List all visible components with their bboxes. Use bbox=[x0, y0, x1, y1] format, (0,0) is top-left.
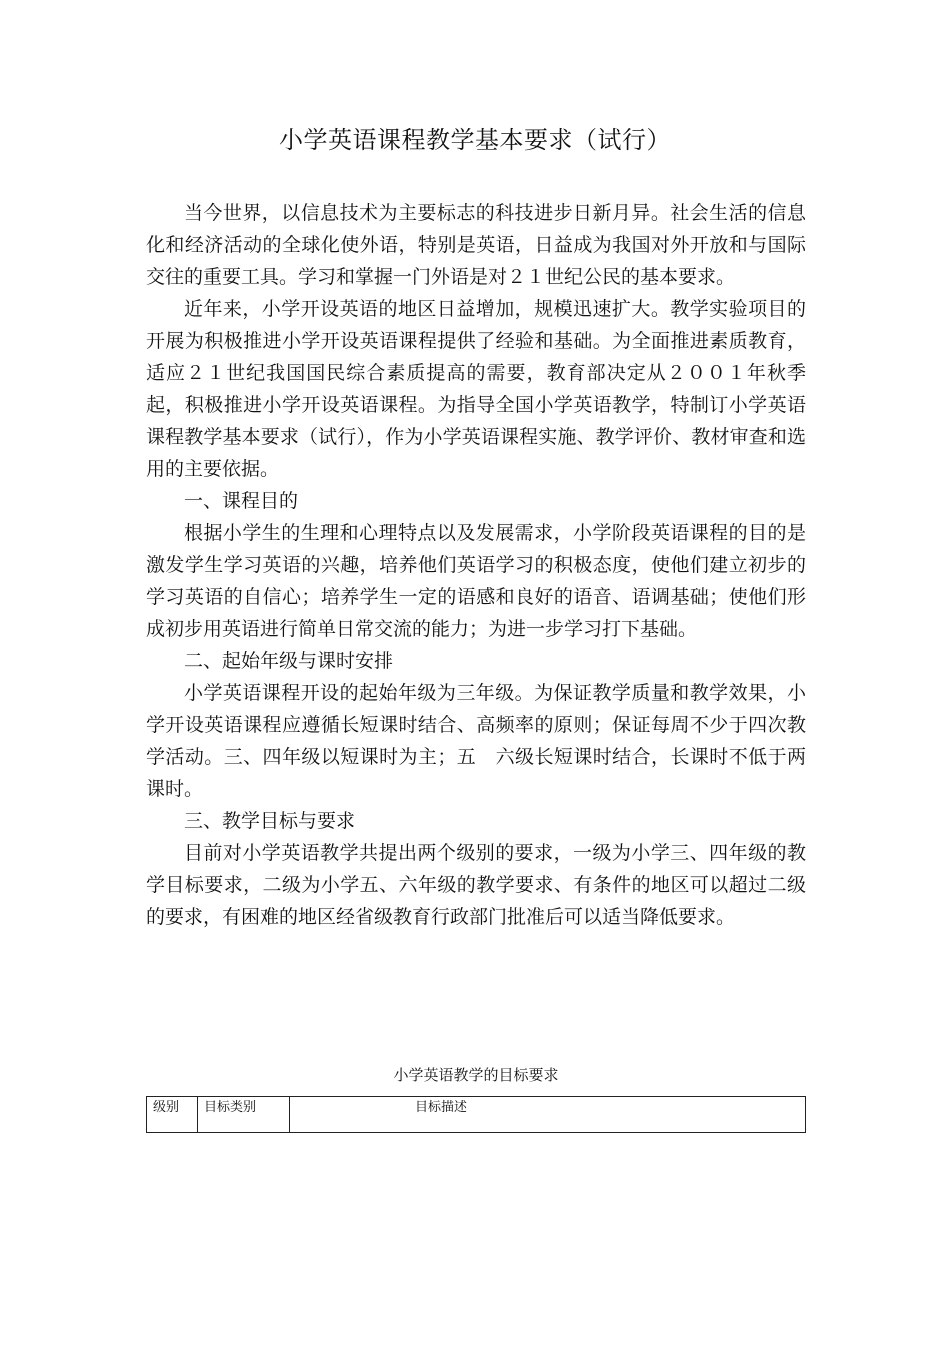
table-header-row bbox=[147, 1097, 806, 1133]
section-heading-goals: 三、教学目标与要求 bbox=[184, 810, 356, 832]
section-heading-purpose: 一、课程目的 bbox=[184, 490, 299, 512]
document-body bbox=[146, 197, 806, 933]
table-caption: 小学英语教学的目标要求 bbox=[393, 1066, 559, 1084]
paragraph-purpose: 根据小学生的生理和心理特点以及发展需求，小学阶段英语课程的目的是激发学生学习英语的兴趣，培养他们英语学习的积极态度，使他们建立初步的学习英语的自信心；培养学生一定的语感和良好的语音、语调基础；使他们形成初步用英语进行简单日常交流的能力；为进一步学习打下基础。 bbox=[146, 522, 806, 640]
document-title: 小学英语课程教学基本要求（试行） bbox=[279, 126, 671, 154]
paragraph-goals: 目前对小学英语教学共提出两个级别的要求，一级为小学三、四年级的教学目标要求，二级为小学五、六年级的教学要求、有条件的地区可以超过二级的要求，有困难的地区经省级教育行政部门批准后可以适当降低要求。 bbox=[146, 842, 806, 928]
header-level: 级别 bbox=[147, 1097, 198, 1133]
goal-table bbox=[146, 1096, 806, 1133]
paragraph-intro: 当今世界，以信息技术为主要标志的科技进步日新月异。社会生活的信息化和经济活动的全球化使外语，特别是英语，日益成为我国对外开放和与国际交往的重要工具。学习和掌握一门外语是对２１世纪公民的基本要求。 bbox=[146, 202, 806, 288]
header-goal-description: 目标描述 bbox=[290, 1097, 806, 1133]
paragraph-schedule: 小学英语课程开设的起始年级为三年级。为保证教学质量和教学效果，小学开设英语课程应遵循长短课时结合、高频率的原则；保证每周不少于四次教学活动。三、四年级以短课时为主；五 六级长短课时结合，长课时不低于两课时。 bbox=[146, 682, 806, 800]
section-heading-schedule: 二、起始年级与课时安排 bbox=[184, 650, 394, 672]
paragraph-background: 近年来，小学开设英语的地区日益增加，规模迅速扩大。教学实验项目的开展为积极推进小学开设英语课程提供了经验和基础。为全面推进素质教育，适应２１世纪我国国民综合素质提高的需要，教育部决定从２００１年秋季起，积极推进小学开设英语课程。为指导全国小学英语教学，特制订小学英语课程教学基本要求（试行），作为小学英语课程实施、教学评价、教材审查和选用的主要依据。 bbox=[146, 298, 806, 480]
header-goal-category: 目标类别 bbox=[198, 1097, 290, 1133]
